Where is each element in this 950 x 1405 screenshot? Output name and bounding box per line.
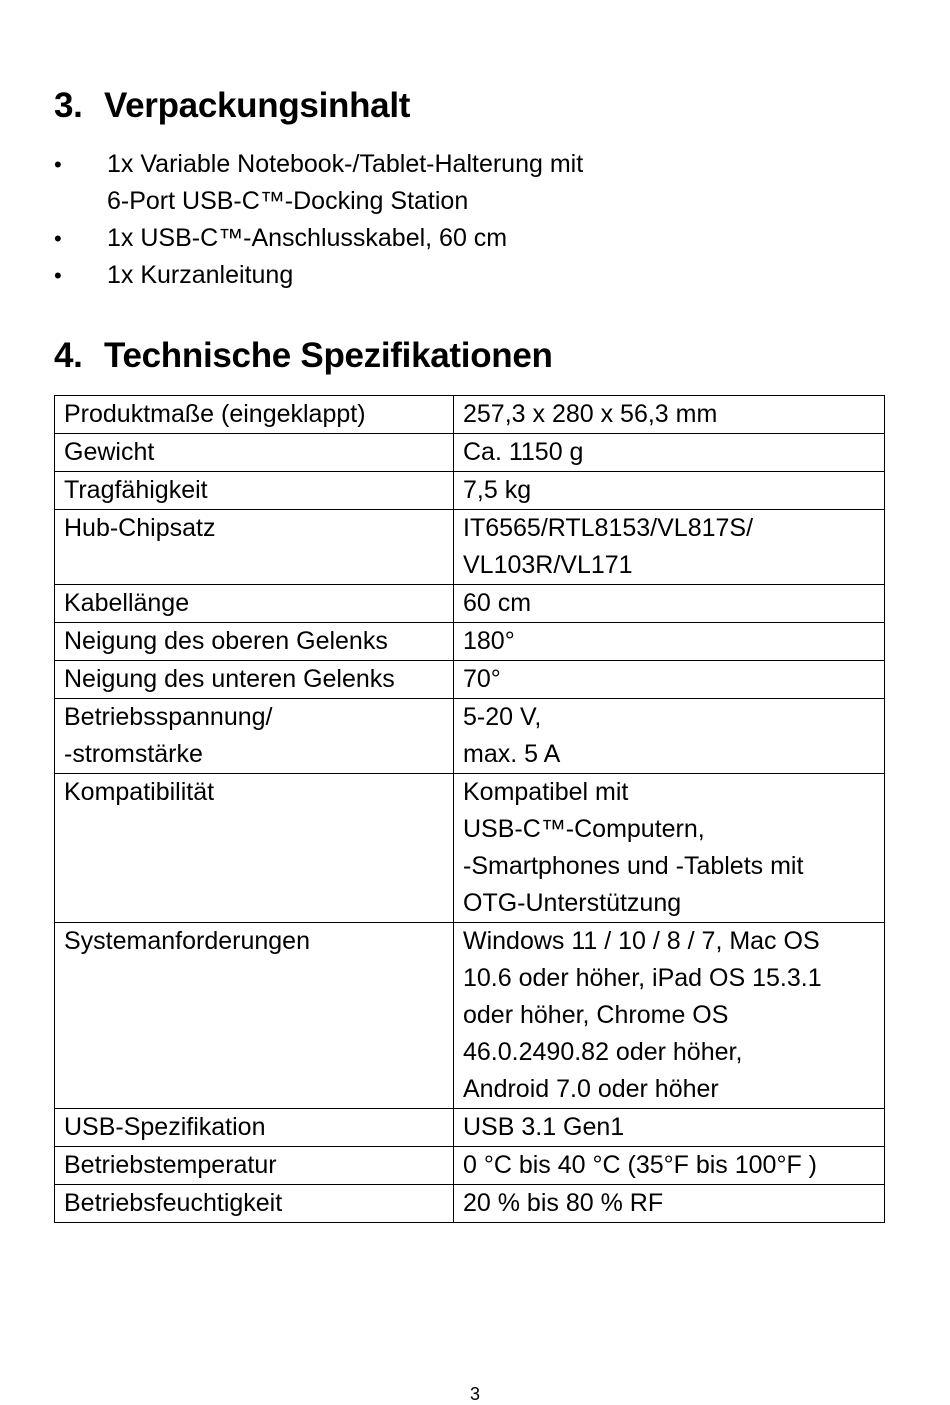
- spec-value: 7,5 kg: [463, 476, 532, 504]
- spec-label-cell: [55, 699, 454, 774]
- spec-label: Betriebstemperatur: [64, 1151, 277, 1179]
- spec-value-cell: [454, 1147, 885, 1185]
- spec-label: Tragfähigkeit: [64, 476, 208, 504]
- bullet-icon: •: [54, 226, 62, 251]
- table-row: [55, 774, 885, 923]
- spec-value-cell: [454, 396, 885, 434]
- spec-value: max. 5 A: [463, 740, 561, 768]
- spec-label: -stromstärke: [64, 740, 203, 768]
- spec-label: Neigung des unteren Gelenks: [64, 665, 395, 693]
- spec-label-cell: [55, 923, 454, 1109]
- table-row: [55, 585, 885, 623]
- spec-label: Produktmaße (eingeklappt): [64, 400, 366, 428]
- spec-value-cell: [454, 472, 885, 510]
- spec-label-cell: [55, 396, 454, 434]
- table-row: [55, 1109, 885, 1147]
- spec-value: 0 °C bis 40 °C (35°F bis 100°F ): [463, 1151, 818, 1179]
- spec-value: Android 7.0 oder höher: [463, 1075, 719, 1103]
- spec-label-cell: [55, 1147, 454, 1185]
- spec-label-cell: [55, 661, 454, 699]
- spec-label: Betriebsfeuchtigkeit: [64, 1189, 283, 1217]
- spec-label: Betriebsspannung/: [64, 703, 273, 731]
- spec-label-cell: [55, 774, 454, 923]
- spec-value-cell: [454, 661, 885, 699]
- spec-value-cell: [454, 623, 885, 661]
- spec-label: Neigung des oberen Gelenks: [64, 627, 388, 655]
- spec-value-cell: [454, 510, 885, 585]
- spec-value-cell: [454, 1185, 885, 1223]
- section-heading-technical-specs: [54, 336, 553, 376]
- spec-label-cell: [55, 434, 454, 472]
- table-row: [55, 1185, 885, 1223]
- table-row: [55, 434, 885, 472]
- spec-value: Kompatibel mit: [463, 778, 629, 806]
- spec-value: USB-C™-Computern,: [463, 815, 705, 843]
- spec-value: Ca. 1150 g: [463, 438, 584, 466]
- list-item-text: 1x USB-C™-Anschlusskabel, 60 cm: [107, 224, 508, 252]
- spec-value: -Smartphones und -Tablets mit: [463, 852, 804, 880]
- spec-label: Hub-Chipsatz: [64, 514, 216, 542]
- spec-label-cell: [55, 623, 454, 661]
- spec-value: IT6565/RTL8153/VL817S/: [463, 514, 754, 542]
- section-heading-package-contents: [54, 86, 410, 126]
- section-number: 3.: [54, 86, 83, 125]
- spec-label: Systemanforderungen: [64, 927, 310, 955]
- bullet-icon: •: [54, 152, 62, 177]
- table-row: [55, 923, 885, 1109]
- section-title: Verpackungsinhalt: [104, 86, 411, 125]
- bullet-icon: •: [54, 263, 62, 288]
- table-row: [55, 510, 885, 585]
- spec-value: USB 3.1 Gen1: [463, 1113, 625, 1141]
- spec-label-cell: [55, 472, 454, 510]
- section-number: 4.: [54, 336, 83, 375]
- spec-value-cell: [454, 699, 885, 774]
- spec-label: Kabellänge: [64, 589, 190, 617]
- spec-label: Kompatibilität: [64, 778, 215, 806]
- table-row: [55, 623, 885, 661]
- list-item: [54, 257, 583, 294]
- table-row: [55, 699, 885, 774]
- spec-label-cell: [55, 510, 454, 585]
- spec-label-cell: [55, 1109, 454, 1147]
- list-item-text: 6-Port USB-C™-Docking Station: [107, 187, 469, 215]
- specifications-table: [54, 395, 885, 1223]
- spec-value: 70°: [463, 665, 501, 693]
- table-row: [55, 396, 885, 434]
- spec-value-cell: [454, 1109, 885, 1147]
- spec-value: 5-20 V,: [463, 703, 542, 731]
- spec-value: 257,3 x 280 x 56,3 mm: [463, 400, 718, 428]
- spec-value-cell: [454, 585, 885, 623]
- spec-label: Gewicht: [64, 438, 155, 466]
- spec-value: 180°: [463, 627, 515, 655]
- spec-value: 60 cm: [463, 589, 532, 617]
- spec-value: Windows 11 / 10 / 8 / 7, Mac OS: [463, 927, 820, 955]
- spec-value: 20 % bis 80 % RF: [463, 1189, 664, 1217]
- section-title: Technische Spezifikationen: [104, 336, 553, 375]
- list-item: [54, 220, 583, 257]
- spec-label-cell: [55, 1185, 454, 1223]
- table-row: [55, 472, 885, 510]
- spec-value: 10.6 oder höher, iPad OS 15.3.1: [463, 964, 822, 992]
- spec-value: 46.0.2490.82 oder höher,: [463, 1038, 743, 1066]
- spec-value: VL103R/VL171: [463, 551, 633, 579]
- spec-value: OTG-Unterstützung: [463, 889, 682, 917]
- spec-value: oder höher, Chrome OS: [463, 1001, 729, 1029]
- list-item-text: 1x Kurzanleitung: [107, 261, 294, 289]
- spec-value-cell: [454, 774, 885, 923]
- spec-value-cell: [454, 434, 885, 472]
- table-row: [55, 1147, 885, 1185]
- package-contents-list: [54, 146, 583, 294]
- spec-label: USB-Spezifikation: [64, 1113, 266, 1141]
- list-item: [54, 146, 583, 220]
- table-row: [55, 661, 885, 699]
- spec-value-cell: [454, 923, 885, 1109]
- list-item-text: 1x Variable Notebook-/Tablet-Halterung mit: [107, 150, 584, 178]
- page-number: 3: [469, 1384, 480, 1404]
- spec-label-cell: [55, 585, 454, 623]
